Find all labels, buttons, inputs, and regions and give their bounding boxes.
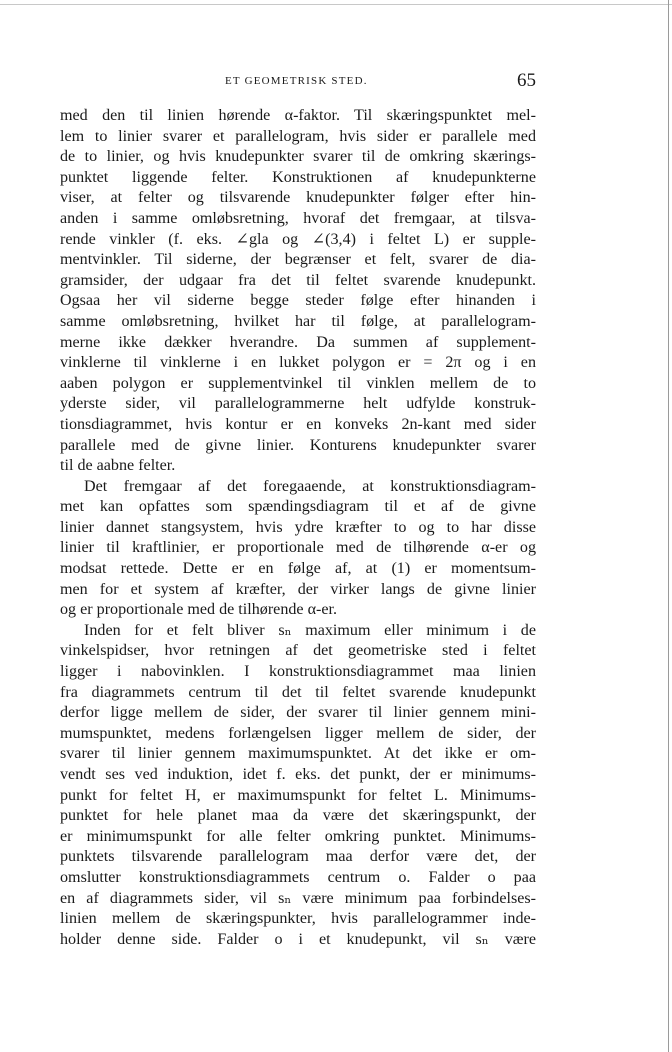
text-line: de to linier, og hvis knudepunkter svarer til de omkring skærings- (60, 148, 536, 166)
text-line: men for et system af kræfter, der virker langs de givne linier (60, 580, 536, 598)
running-title: ET GEOMETRISK STED. (225, 75, 368, 87)
text-line: gramsider, der udgaar fra det til feltet svarende knudepunkt. (60, 271, 536, 289)
text-line: modsat rettede. Dette er en følge af, at (1) er momentsum- (60, 560, 536, 578)
text-line: med den til linien hørende α-faktor. Til skæringspunktet mel- (60, 107, 536, 124)
scan-edge-top (0, 4, 672, 5)
text-line: Inden for et felt bliver sₙ maximum eller minimum i de (84, 621, 536, 639)
text-line: linier dannet stangsystem, hvis ydre kræfter to og to har disse (60, 518, 536, 536)
text-line: til de aabne felter. (60, 457, 176, 475)
text-line: parallele med de givne linier. Konturens knudepunkter svarer (60, 436, 536, 454)
scan-edge-right (668, 0, 669, 1052)
text-line: punktets tilsvarende parallelogram maa derfor være det, der (60, 848, 536, 866)
text-line: lem to linier svarer et parallelogram, hvis sider er parallele med (60, 127, 536, 145)
text-line: vendt ses ved induktion, idet f. eks. det punkt, der er minimums- (60, 766, 536, 783)
text-line: en af diagrammets sider, vil sₙ være minimum paa forbindelses- (60, 889, 536, 907)
text-line: omslutter konstruktionsdiagrammets centrum o. Falder o paa (60, 868, 536, 886)
text-line: mumspunktet, medens forlængelsen ligger mellem de sider, der (60, 724, 536, 742)
text-line: met kan opfattes som spændingsdiagram til et af de givne (60, 498, 536, 516)
text-line: holder denne side. Falder o i et knudepunkt, vil sₙ være (60, 930, 536, 948)
text-line: tionsdiagrammet, hvis kontur er en konveks 2n-kant med sider (60, 415, 536, 433)
text-line: fra diagrammets centrum til det til feltet svarende knudepunkt (60, 683, 536, 701)
text-line: ligger i nabovinklen. I konstruktionsdiagrammet maa linien (60, 663, 536, 681)
text-line: Det fremgaar af det foregaaende, at konstruktionsdiagram- (84, 477, 536, 495)
page-number: 65 (517, 70, 536, 91)
text-line: Ogsaa her vil siderne begge steder følge efter hinanden i (60, 292, 536, 310)
text-line: anden i samme omløbsretning, hvoraf det fremgaar, at tilsva- (60, 209, 536, 227)
text-line: punktet liggende felter. Konstruktionen af knudepunkterne (60, 168, 536, 186)
text-line: og er proportionale med de tilhørende α-er. (60, 601, 338, 619)
text-line: mentvinkler. Til siderne, der begrænser et felt, svarer de dia- (60, 251, 536, 269)
page-header (60, 72, 536, 92)
text-line: samme omløbsretning, hvilket har til følge, at parallelogram- (60, 312, 536, 330)
text-line: linier til kraftlinier, er proportionale med de tilhørende α-er og (60, 539, 536, 557)
text-line: linien mellem de skæringspunkter, hvis parallelogrammer inde- (60, 910, 536, 928)
text-line: viser, at felter og tilsvarende knudepunkter følger efter hin- (60, 189, 536, 207)
text-line: er minimumspunkt for alle felter omkring punktet. Minimums- (60, 827, 536, 845)
text-line: aaben polygon er supplementvinkel til vinklen mellem de to (60, 374, 536, 392)
text-line: svarer til linier gennem maximumspunktet. At det ikke er om- (60, 745, 536, 763)
text-line: derfor ligge mellem de sider, der svarer til linier gennem mini- (60, 704, 536, 722)
text-line: yderste sider, vil parallelogrammerne helt udfylde konstruk- (60, 395, 536, 413)
text-line: rende vinkler (f. eks. ∠gla og ∠(3,4) i feltet L) er supple- (60, 230, 536, 248)
body-text (60, 106, 536, 950)
text-line: punktet for hele planet maa da være det skæringspunkt, der (60, 807, 536, 825)
text-line: merne ikke dækker hverandre. Da summen af supplement- (60, 333, 536, 351)
text-line: vinkelspidser, hvor retningen af det geometriske sted i feltet (60, 642, 536, 660)
text-line: vinklerne til vinklerne i en lukket polygon er = 2π og i en (60, 354, 536, 372)
text-line: punkt for feltet H, er maximumspunkt for feltet L. Minimums- (60, 786, 536, 804)
